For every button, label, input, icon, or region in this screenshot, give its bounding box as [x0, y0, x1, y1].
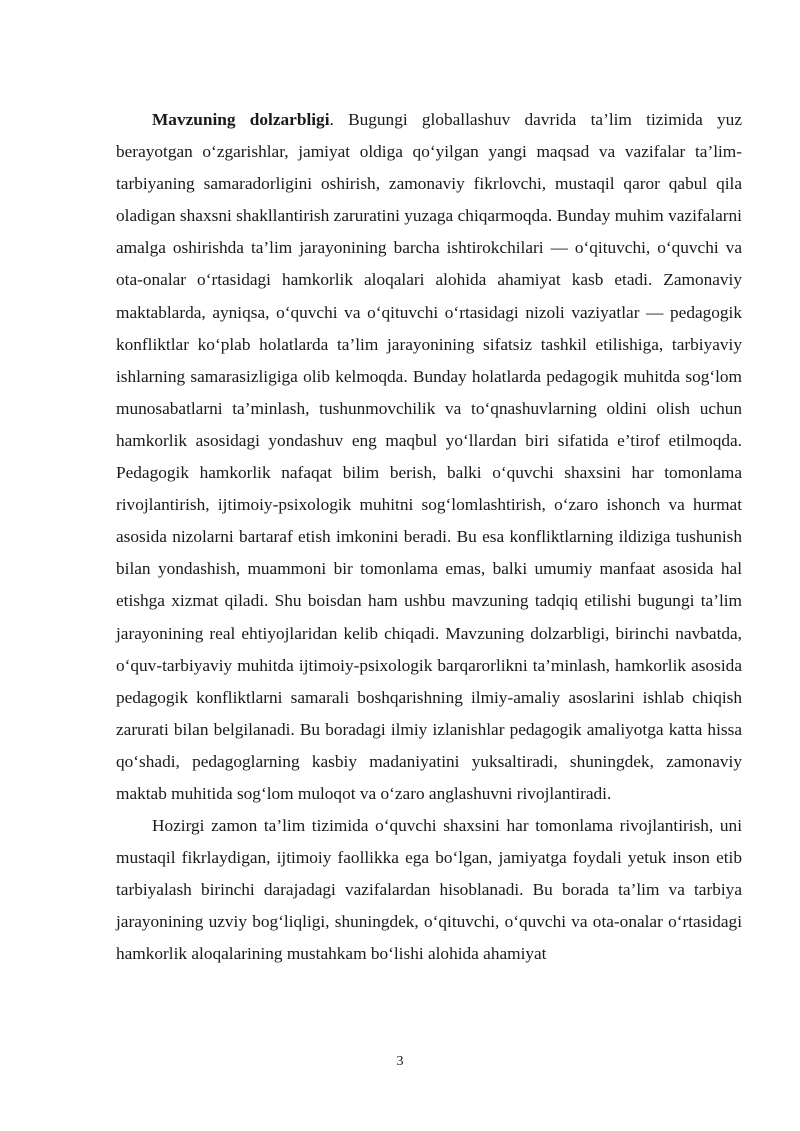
- page-number: 3: [396, 1054, 404, 1069]
- paragraph-text: . Bugungi globallashuv davrida ta’lim tizimida yuz berayotgan oʻzgarishlar, jamiyat oldiga qoʻyilgan yangi maqsad va vazifalar ta’lim-tarbiyaning samaradorligini oshirish, zamonaviy fikrlovchi, mustaqil qaror qabul qila oladigan shaxsni shakllantirish zaruratini yuzaga chiqarmoqda. Bunday muhim vazifalarni amalga oshirishda ta’lim jarayonining barcha ishtirokchilari — oʻqituvchi, oʻquvchi va ota-onalar oʻrtasidagi hamkorlik aloqalari alohida ahamiyat kasb etadi. Zamonaviy maktablarda, ayniqsa, oʻquvchi va oʻqituvchi oʻrtasidagi nizoli vaziyatlar — pedagogik konfliktlar koʻplab holatlarda ta’lim jarayonining sifatsiz tashkil etilishiga, tarbiyaviy ishlarning samarasizligiga olib kelmoqda. Bunday holatlarda pedagogik muhitda sogʻlom munosabatlarni ta’minlash, tushunmovchilik va toʻqnashuvlarning oldini olish uchun hamkorlik asosidagi yondashuv eng maqbul yoʻllardan biri sifatida e’tirof etilmoqda. Pedagogik hamkorlik nafaqat bilim berish, balki oʻquvchi shaxsini har tomonlama rivojlantirish, ijtimoiy-psixologik muhitni sogʻlomlashtirish, oʻzaro ishonch va hurmat asosida nizolarni bartaraf etish imkonini beradi. Bu esa konfliktlarning ildiziga tushunish bilan yondashish, muammoni bir tomonlama emas, balki umumiy manfaat asosida hal etishga xizmat qiladi. Shu boisdan ham ushbu mavzuning tadqiq etilishi bugungi ta’lim jarayonining real ehtiyojlaridan kelib chiqadi. Mavzuning dolzarbligi, birinchi navbatda, oʻquv-tarbiyaviy muhitda ijtimoiy-psixologik barqarorlikni ta’minlash, hamkorlik asosida pedagogik konfliktlarni samarali boshqarishning ilmiy-amaliy asoslarini ishlab chiqish zarurati bilan belgilanadi. Bu boradagi ilmiy izlanishlar pedagogik amaliyotga katta hissa qoʻshadi, pedagoglarning kasbiy madaniyatini yuksaltiradi, shuningdek, zamonaviy maktab muhitida sogʻlom muloqot va oʻzaro anglashuvni rivojlantiradi.: [116, 110, 742, 803]
- section-heading-inline: Mavzuning dolzarbligi: [152, 110, 330, 129]
- paragraph-modern-education: [116, 810, 742, 970]
- paragraph-text: Hozirgi zamon ta’lim tizimida oʻquvchi shaxsini har tomonlama rivojlantirish, uni mustaqil fikrlaydigan, ijtimoiy faollikka ega boʻlgan, jamiyatga foydali yetuk inson etib tarbiyalash birinchi darajadagi vazifalardan hisoblanadi. Bu borada ta’lim va tarbiya jarayonining uzviy bogʻliqligi, shuningdek, oʻqituvchi, oʻquvchi va ota-onalar oʻrtasidagi hamkorlik aloqalarining mustahkam boʻlishi alohida ahamiyat: [116, 816, 742, 964]
- paragraph-relevance: [116, 104, 742, 810]
- document-page: [116, 104, 742, 971]
